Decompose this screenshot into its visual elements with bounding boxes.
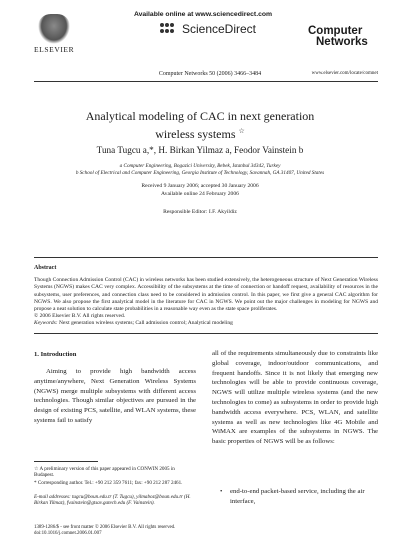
section-heading: 1. Introduction (34, 351, 77, 358)
title-footnote-mark: ☆ (238, 127, 245, 135)
available-online-text: Available online at www.sciencedirect.com (133, 11, 273, 18)
journal-logo-line1: Computer (308, 25, 363, 37)
elsevier-logo (34, 14, 74, 54)
abstract-text: Though Connection Admission Control (CAC) in wireless networks has been studied extensively, the heterogeneous structure of Next Generation Wireless Systems (NGWS) makes CAC very complex. Accessibility of the subsystems at the time of connection or handoff request, availability of resources in the subsystems, user preferences, and connection class need to be considered in admission control. In this paper, we first give a general CAC algorithm for NGWS. We also propose the first analytical model in the literature for CAC in NGWS. We point out the major challenges in modeling for NGWS and propose a neat solution to calculate state probabilities in a reasonable way even as the state space proliferates. (34, 277, 378, 313)
keywords-label: Keywords: (34, 320, 58, 326)
received-date: Received 9 January 2006; accepted 30 January 2006 (141, 183, 259, 189)
abstract-top-divider (34, 257, 378, 258)
online-date: Available online 24 February 2006 (161, 191, 239, 197)
author-list: Tuna Tugcu a,*, H. Birkan Yilmaz a, Feodor Vainstein b (96, 145, 304, 155)
footnote-corresponding: * Corresponding author. Tel.: +90 212 359 7611; fax: +90 212 287 2461. (34, 480, 183, 486)
footnote-divider (34, 461, 98, 462)
sciencedirect-dots-icon (160, 23, 178, 35)
journal-reference: Computer Networks 50 (2006) 3466–3484 (158, 71, 262, 77)
header-divider (34, 81, 378, 82)
issn-line: 1389-1286/$ - see front matter © 2006 Elsevier B.V. All rights reserved. (34, 525, 176, 530)
journal-url[interactable]: www.elsevier.com/locate/comnet (311, 71, 378, 76)
abstract-bottom-divider (34, 333, 378, 334)
article-title (40, 109, 360, 142)
abstract-heading: Abstract (34, 265, 57, 271)
title-line1: Analytical modeling of CAC in next generation (85, 109, 315, 123)
keywords-line (34, 320, 233, 326)
footnote-emails: E-mail addresses: tugcu@boun.edu.tr (T. Tugcu), yilmaboz@boun.edu.tr (H. Birkan Yilmaz), fvainstein@gtsav.gatech.edu (F. Vainstein). (34, 494, 191, 507)
elsevier-tree-icon (38, 14, 70, 44)
title-line2: wireless systems ☆ (155, 127, 245, 141)
footnote-star: ☆ A preliminary version of this paper appeared in CONWIN 2005 in Budapest. (34, 466, 175, 479)
journal-logo-line2: Networks (316, 36, 368, 48)
list-item (220, 487, 378, 507)
intro-paragraph-right: all of the requirements simultaneously due to constraints like global coverage, indoor/outdoor communications, and frequent handoffs. Since it is not likely that emerging new technologies will be able to provide continuous coverage, NGWS will utilize multiple wireless systems (and the new technologies to come) as subsystems in order to provide high bandwidth access everywhere. PCS, WLAN, and satellite systems as well as new technologies like 4G Mobile and WiMAX are examples of the subsystems in NGWS. The basic properties of NGWS will be as follows: (212, 350, 378, 446)
bullet-text: end-to-end packet-based service, including the air interface, (230, 488, 365, 505)
abstract-body (34, 277, 378, 321)
publisher-name: ELSEVIER (34, 45, 75, 54)
intro-paragraph-left: Aiming to provide high bandwidth access anytime/anywhere, Next Generation Wireless Systems (NGWS) merge multiple subsystems with different access technologies. Though similar objectives are pursued in the design of existing PCS, satellite, and WLAN systems, these systems fail to satisfy (34, 368, 196, 424)
responsible-editor: Responsible Editor: I.F. Akyildiz (163, 209, 237, 215)
doi-line[interactable]: doi:10.1016/j.comnet.2006.01.007 (34, 531, 102, 537)
sciencedirect-logo (128, 21, 288, 37)
page-footer (34, 525, 175, 537)
affiliation-b: b School of Electrical and Computer Engineering, Georgia Institute of Technology, Savannah, GA 31407, United States (75, 170, 325, 176)
affiliation-a: a Computer Engineering, Bogazici University, Bebek, Istanbul 34342, Turkey (119, 163, 281, 169)
sciencedirect-wordmark: ScienceDirect (181, 22, 257, 36)
journal-logo (308, 26, 378, 48)
copyright: © 2006 Elsevier B.V. All rights reserved. (34, 313, 126, 320)
bullet-icon: • (220, 488, 223, 495)
keywords-text: Next generation wireless systems; Call admission control; Analytical modeling (59, 320, 233, 326)
